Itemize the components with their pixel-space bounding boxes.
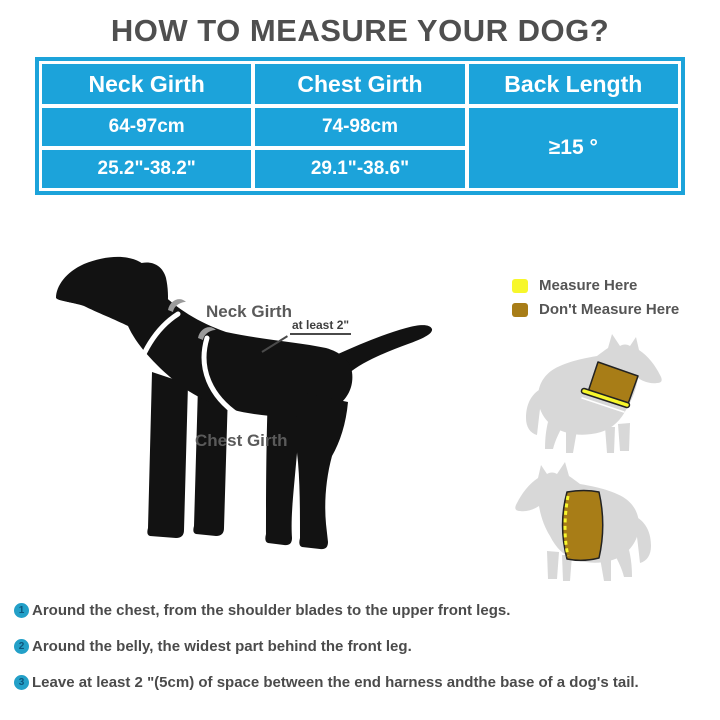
dont-measure-swatch: [512, 303, 528, 317]
black-dog-silhouette-image: [40, 252, 440, 572]
note-3-text: Leave at least 2 "(5cm) of space between the end harness andthe base of a dog's tail.: [32, 674, 639, 691]
note-1-bullet: 1: [14, 603, 29, 618]
size-table: [35, 57, 685, 195]
note-2: [14, 637, 714, 656]
dog-measure-diagram: [40, 252, 440, 572]
measure-swatch: [512, 279, 528, 293]
col-header-back-length: Back Length: [469, 64, 678, 104]
chest-girth-inch: 29.1"-38.6": [255, 150, 464, 188]
legend-row-dont-measure: [512, 301, 679, 318]
col-header-neck-girth: Neck Girth: [42, 64, 251, 104]
neck-measure-example-dog-image: [520, 330, 670, 460]
clearance-label: at least 2": [290, 318, 351, 335]
harness-belly-band: [563, 491, 603, 561]
measure-label: Measure Here: [539, 277, 638, 294]
legend: [512, 277, 679, 318]
page-title: HOW TO MEASURE YOUR DOG?: [110, 13, 610, 48]
col-header-chest-girth: Chest Girth: [255, 64, 464, 104]
note-2-bullet: 2: [14, 639, 29, 654]
neck-girth-inch: 25.2"-38.2": [42, 150, 251, 188]
note-1-text: Around the chest, from the shoulder blades to the upper front legs.: [32, 602, 511, 619]
neck-girth-cm: 64-97cm: [42, 108, 251, 146]
note-3: [14, 673, 714, 692]
belly-measure-example-dog-image: [512, 458, 657, 586]
back-length-value: ≥15 °: [469, 108, 678, 188]
note-2-text: Around the belly, the widest part behind the front leg.: [32, 638, 412, 655]
legend-row-measure: [512, 277, 679, 294]
note-3-bullet: 3: [14, 675, 29, 690]
dont-measure-label: Don't Measure Here: [539, 301, 680, 318]
instruction-notes: [14, 601, 714, 709]
note-1: [14, 601, 714, 620]
chest-girth-cm: 74-98cm: [255, 108, 464, 146]
neck-girth-label: Neck Girth: [206, 302, 292, 321]
chest-girth-label: Chest Girth: [195, 431, 288, 450]
